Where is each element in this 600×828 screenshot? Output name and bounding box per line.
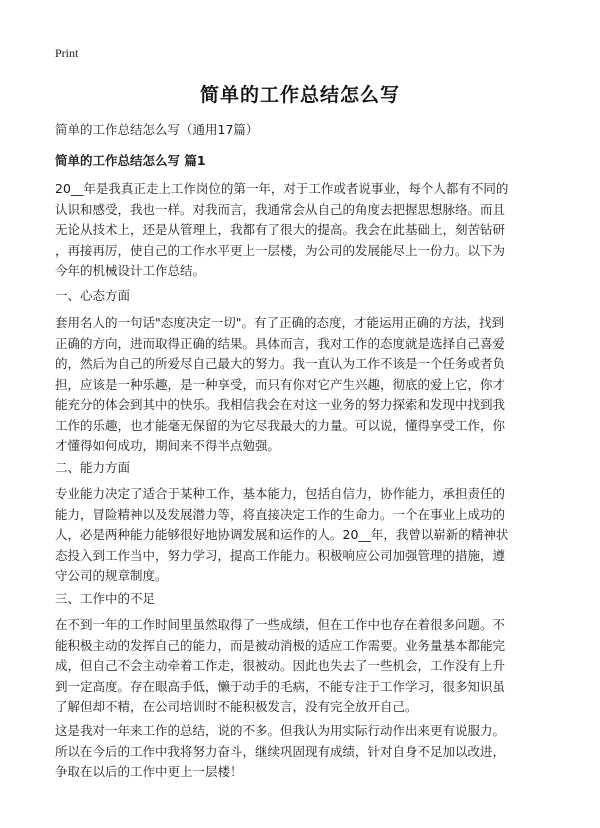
heading-mindset: 一、心态方面: [55, 288, 131, 303]
ability-paragraph: [55, 484, 549, 587]
print-label: Print: [55, 46, 79, 60]
paragraph-line: 在不到一年的工作时间里虽然取得了一些成绩，但在工作中也存在着很多问题。不: [55, 617, 506, 632]
conclusion-paragraph: [55, 721, 549, 783]
paragraph-line: 守公司的规章制度。: [55, 568, 168, 583]
paragraph-line: 这是我对一年来工作的总结，说的不多。但我认为用实际行动作出来更有说服力。: [55, 723, 506, 738]
paragraph-line: 了解但却不精，在公司培训时不能积极发言，没有完全放开自己。: [55, 699, 418, 714]
paragraph-line: 成，但自己不会主动牵着工作走，很被动。因此也失去了一些机会，工作没有上升: [55, 658, 506, 673]
document-subtitle: 简单的工作总结怎么写（通用17篇）: [55, 122, 259, 137]
paragraph-line: 专业能力决定了适合于某种工作，基本能力，包括自信力，协作能力，承担责任的: [55, 486, 506, 501]
section-heading: 简单的工作总结怎么写 篇1: [55, 153, 206, 168]
paragraph-line: 工作的乐趣，也才能毫无保留的为它尽我最大的力量。可以说，懂得享受工作，你: [55, 417, 506, 433]
paragraph-line: 所以在今后的工作中我将努力奋斗，继续巩固现有成绩，针对自身不足加以改进，: [55, 743, 506, 759]
heading-shortcomings: 三、工作中的不足: [55, 591, 156, 606]
intro-paragraph: [55, 179, 549, 282]
paragraph-line: 能力，冒险精神以及发展潜力等，将直接决定工作的生命力。一个在事业上成功的: [55, 506, 506, 522]
paragraph-line: 到一定高度。存在眼高手低，懒于动手的毛病，不能专注于工作学习，很多知识虽: [55, 678, 506, 694]
paragraph-line: 担，应该是一种乐趣，是一种享受，而只有你对它产生兴趣，彻底的爱上它，你才: [55, 376, 506, 392]
shortcomings-paragraph: [55, 615, 549, 718]
paragraph-line: 能充分的体会到其中的快乐。我相信我会在对这一业务的努力探索和发现中找到我: [55, 397, 506, 412]
paragraph-line: 无论从技术上，还是从管理上，我都有了很大的提高。我会在此基础上，刻苦钻研: [55, 222, 506, 237]
paragraph-line: 才懂得如何成功，期间来不得半点勉强。: [55, 438, 281, 453]
mindset-paragraph: [55, 313, 549, 457]
page-title: 简单的工作总结怎么写: [199, 84, 400, 106]
heading-ability: 二、能力方面: [55, 460, 131, 475]
paragraph-line: 的，然后为自己的所爱尽自己最大的努力。我一直认为工作不该是一个任务或者负: [55, 356, 506, 371]
paragraph-line: 套用名人的一句话"态度决定一切"。有了正确的态度，才能运用正确的方法，找到: [55, 315, 505, 330]
paragraph-line: 能积极主动的发挥自己的能力，而是被动消极的适应工作需要。业务量基本都能完: [55, 637, 506, 653]
paragraph-line: 人，必是两种能力能够很好地协调发展和运作的人。20__年，我曾以崭新的精神状: [55, 527, 509, 542]
paragraph-line: 态投入到工作当中，努力学习，提高工作能力。积极响应公司加强管理的措施，遵: [55, 547, 506, 563]
paragraph-line: 争取在以后的工作中更上一层楼！: [55, 764, 243, 779]
paragraph-line: 20__年是我真正走上工作岗位的第一年，对于工作或者说事业，每个人都有不同的: [55, 181, 509, 196]
paragraph-line: 正确的方向，进而取得正确的结果。具体而言，我对工作的态度就是选择自己喜爱: [55, 335, 506, 351]
paragraph-line: 认识和感受，我也一样。对我而言，我通常会从自己的角度去把握思想脉络。而且: [55, 201, 506, 217]
paragraph-line: 今年的机械设计工作总结。: [55, 263, 206, 278]
paragraph-line: ，再接再厉，使自己的工作水平更上一层楼，为公司的发展能尽上一份力。以下为: [55, 242, 506, 258]
